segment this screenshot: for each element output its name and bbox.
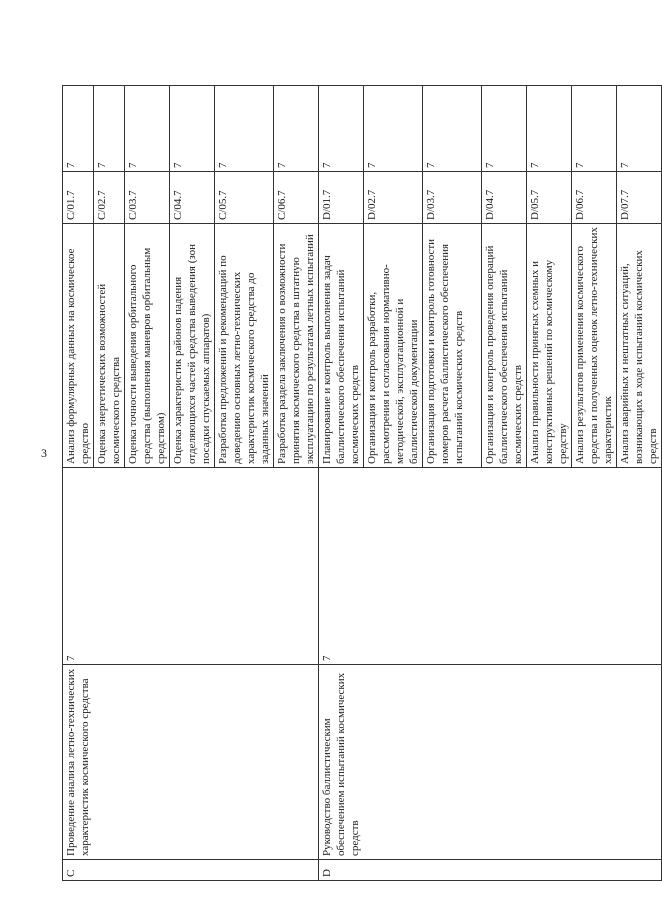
function-level: 7 — [364, 86, 423, 172]
table-row — [63, 86, 94, 881]
function-code: C/05.7 — [215, 172, 274, 224]
function-name: Оценка характеристик районов падения отделяющихся частей средства выведения (зон посадки спускаемых аппаратов) — [170, 224, 215, 468]
rotated-table-container — [62, 86, 659, 881]
function-code: D/05.7 — [527, 172, 572, 224]
function-code: C/02.7 — [94, 172, 125, 224]
group-code: D — [319, 860, 662, 881]
page-number: 3 — [41, 446, 47, 460]
function-name: Оценка точности выведения орбитального средства (выполнения маневров орбитальным средством) — [125, 224, 170, 468]
function-table — [62, 85, 662, 881]
function-level: 7 — [482, 86, 527, 172]
table-row — [319, 86, 364, 881]
function-level: 7 — [170, 86, 215, 172]
function-name: Анализ формулярных данных на космическое средство — [63, 224, 94, 468]
function-name: Анализ аварийных и нештатных ситуаций, возникающих в ходе испытаний космических средств — [617, 224, 662, 468]
group-level: 7 — [319, 468, 662, 665]
function-code: D/07.7 — [617, 172, 662, 224]
function-level: 7 — [572, 86, 617, 172]
function-name: Анализ результатов применения космического средства и полученных оценок летно-технических характеристик — [572, 224, 617, 468]
function-name: Разработка предложений и рекомендаций по доведению основных летно-технических характеристик космического средства до заданных значений — [215, 224, 274, 468]
function-name: Анализ правильности принятых схемных и конструктивных решений по космическому средству — [527, 224, 572, 468]
function-name: Планирование и контроль выполнения задач баллистического обеспечения испытаний космических средств — [319, 224, 364, 468]
function-name: Организация и контроль разработки, рассмотрения и согласования нормативно-методической, эксплуатационной и баллистической документации — [364, 224, 423, 468]
function-code: D/06.7 — [572, 172, 617, 224]
group-code: C — [63, 860, 319, 881]
function-code: C/06.7 — [274, 172, 319, 224]
function-level: 7 — [617, 86, 662, 172]
group-name: Руководство баллистическим обеспечением испытаний космических средств — [319, 665, 662, 860]
function-name: Разработка раздела заключения о возможности принятия космического средства в штатную эксплуатацию по результатам летных испытаний — [274, 224, 319, 468]
function-level: 7 — [274, 86, 319, 172]
function-level: 7 — [63, 86, 94, 172]
function-code: D/04.7 — [482, 172, 527, 224]
function-level: 7 — [527, 86, 572, 172]
function-code: D/01.7 — [319, 172, 364, 224]
function-name: Организация подготовки и контроль готовности номеров расчета баллистического обеспечения испытаний космических средств — [423, 224, 482, 468]
function-level: 7 — [215, 86, 274, 172]
function-code: C/03.7 — [125, 172, 170, 224]
function-code: D/03.7 — [423, 172, 482, 224]
function-name: Оценка энергетических возможностей космического средства — [94, 224, 125, 468]
function-level: 7 — [423, 86, 482, 172]
function-level: 7 — [319, 86, 364, 172]
function-level: 7 — [125, 86, 170, 172]
group-level: 7 — [63, 468, 319, 665]
group-name: Проведение анализа летно-технических характеристик космического средства — [63, 665, 319, 860]
function-code: C/01.7 — [63, 172, 94, 224]
function-code: D/02.7 — [364, 172, 423, 224]
function-level: 7 — [94, 86, 125, 172]
function-code: C/04.7 — [170, 172, 215, 224]
function-name: Организация и контроль проведения операций баллистического обеспечения испытаний космических средств — [482, 224, 527, 468]
